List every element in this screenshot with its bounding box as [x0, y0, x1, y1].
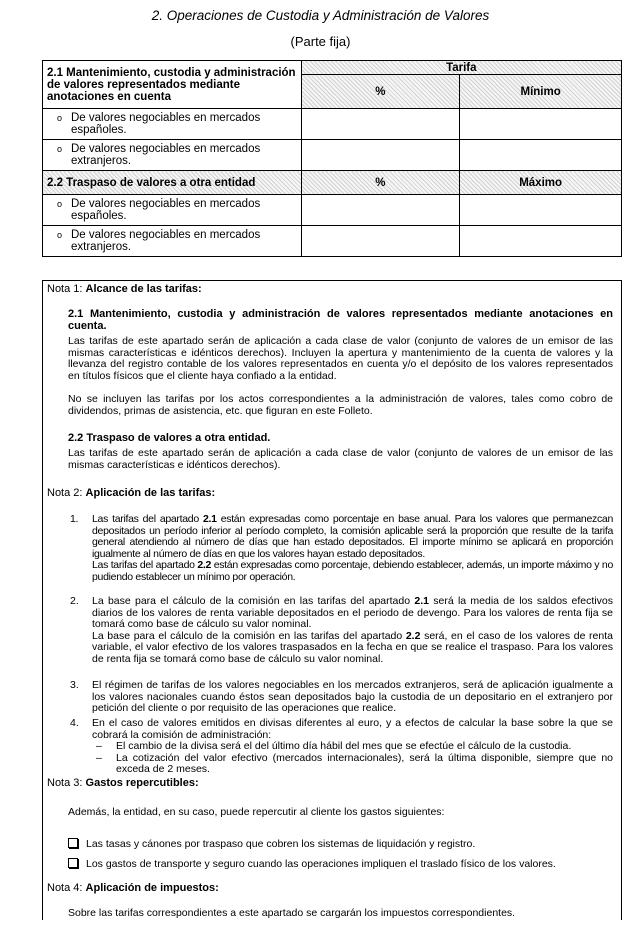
- check-item: Los gastos de transporte y seguro cuando las operaciones impliquen el traslado físico de los valores.: [68, 858, 556, 871]
- section1-col-minimo: Mínimo: [460, 75, 622, 109]
- tarifa-header: Tarifa: [301, 61, 621, 75]
- table-row-label: o De valores negociables en mercados extranjeros.: [43, 226, 302, 257]
- table-cell: [301, 140, 460, 171]
- checkbox-icon: [68, 838, 78, 848]
- table-row: [43, 109, 622, 140]
- table-cell: [460, 195, 622, 226]
- bullet-icon: o: [57, 144, 63, 154]
- table-cell: [460, 140, 622, 171]
- table-row-label: o De valores negociables en mercados españoles.: [43, 109, 302, 140]
- page-subtitle: (Parte fija): [290, 34, 351, 49]
- nota1-sub2-p1: Las tarifas de este apartado serán de aplicación a cada clase de valor (conjunto de valores de un emisor de las mismas características e idénticos derechos).: [68, 447, 613, 471]
- nota4-text: Sobre las tarifas correspondientes a este apartado se cargarán los impuestos correspondientes.: [68, 907, 516, 919]
- bullet-icon: o: [57, 113, 63, 123]
- nota1-heading: Nota 1: Alcance de las tarifas:: [47, 283, 202, 295]
- section1-title: 2.1 Mantenimiento, custodia y administración de valores representados mediante anotaciones en cuenta: [43, 61, 302, 109]
- table-cell: [301, 195, 460, 226]
- check-item: Las tasas y cánones por traspaso que cobren los sistemas de liquidación y registro.: [68, 838, 475, 851]
- table-row-label: o De valores negociables en mercados españoles.: [43, 195, 302, 226]
- list-item: 3. El régimen de tarifas de los valores negociables en los mercados extranjeros, será de aplicación igualmente a los valores nacionales cuando éstos sean depositados bajo la custodia de un depositario en el extranjero por petición del cliente o por requisito de las operaciones que realice.: [70, 679, 613, 714]
- list-item: 2. La base para el cálculo de la comisión en las tarifas del apartado 2.1 será la media de los saldos efectivos diarios de los valores de renta variable depositados en el periodo de devengo. Para los valores de renta fija se tomará como base de cálculo su valor nominal. La base para el cálculo de la comisión en las tarifas del apartado 2.2 será, en el caso de los valores de renta variable, el valor efectivo de los valores traspasados en la fecha en que se realice el traspaso. Para los valores de renta fija se tomará como base de cálculo su valor nominal.: [70, 595, 613, 665]
- checkbox-icon: [68, 858, 78, 868]
- section1-col-percent: %: [301, 75, 460, 109]
- nota1-sub1-title: 2.1 Mantenimiento, custodia y administración de valores representados mediante anotaciones en cuenta.: [68, 308, 613, 332]
- list-item: 1. Las tarifas del apartado 2.1 están expresadas como porcentaje en base anual. Para los valores que permanezcan depositados un período inferior al período completo, la comisión aplicable será la proporción que resulte de la tarifa general atendiendo al número de días que han estado depositados. El importe mínimo se aplicará en proporción igualmente al número de días en que los valores hayan estado depositados. Las tarifas del apartado 2.2 están expresadas como porcentaje, debiendo establecer, además, un importe máximo y no pudiendo establecer un mínimo por operación.: [70, 513, 613, 583]
- nota3-heading: Nota 3: Gastos repercutibles:: [47, 777, 199, 789]
- section2-title: 2.2 Traspaso de valores a otra entidad: [43, 171, 302, 195]
- nota1-sub2-title: 2.2 Traspaso de valores a otra entidad.: [68, 432, 271, 444]
- table-row: [43, 195, 622, 226]
- table-cell: [301, 109, 460, 140]
- table-row: [43, 140, 622, 171]
- section2-col-percent: %: [301, 171, 460, 195]
- nota1-sub1-p2: No se incluyen las tarifas por los actos correspondientes a la administración de valores, tales como cobro de dividendos, primas de asistencia, etc. que figuran en este Folleto.: [68, 393, 613, 417]
- nota2-heading: Nota 2: Aplicación de las tarifas:: [47, 487, 216, 499]
- page-title: 2. Operaciones de Custodia y Administración de Valores: [151, 8, 490, 23]
- nota4-heading: Nota 4: Aplicación de impuestos:: [47, 882, 219, 894]
- nota2-list: [68, 514, 613, 776]
- fees-table: [42, 60, 622, 257]
- table-cell: [301, 226, 460, 257]
- dash-item: – El cambio de la divisa será el del último día hábil del mes que se efectúe el cálculo de la custodia.: [96, 740, 572, 752]
- list-item: 4. En el caso de valores emitidos en divisas diferentes al euro, y a efectos de calcular la base sobre la que se cobrará la comisión de administración: – El cambio de la divisa será el del último día hábil del mes que se efectúe el cálculo de la custodia. – La cotización del valor efectivo (mercados internacionales), será la última disponible, siempre que no exceda de 2 meses.: [70, 717, 613, 775]
- table-row-label: o De valores negociables en mercados extranjeros.: [43, 140, 302, 171]
- table-row: [43, 226, 622, 257]
- table-cell: [460, 109, 622, 140]
- notes-box: [42, 280, 622, 920]
- nota3-intro: Además, la entidad, en su caso, puede repercutir al cliente los gastos siguientes:: [68, 806, 445, 818]
- section2-col-maximo: Máximo: [460, 171, 622, 195]
- bullet-icon: o: [57, 199, 63, 209]
- dash-item: – La cotización del valor efectivo (mercados internacionales), será la última disponible, siempre que no exceda de 2 meses.: [96, 751, 613, 775]
- table-cell: [460, 226, 622, 257]
- bullet-icon: o: [57, 230, 63, 240]
- nota1-sub1-p1: Las tarifas de este apartado serán de aplicación a cada clase de valor (conjunto de valores de un emisor de las mismas características e idénticos derechos). Incluyen la apertura y mantenimiento de la cuenta de valores y la llevanza del registro contable de los valores representados en cuenta y/o el depósito de los valores representados en títulos físicos que el cliente haya confiado a la entidad.: [68, 335, 613, 382]
